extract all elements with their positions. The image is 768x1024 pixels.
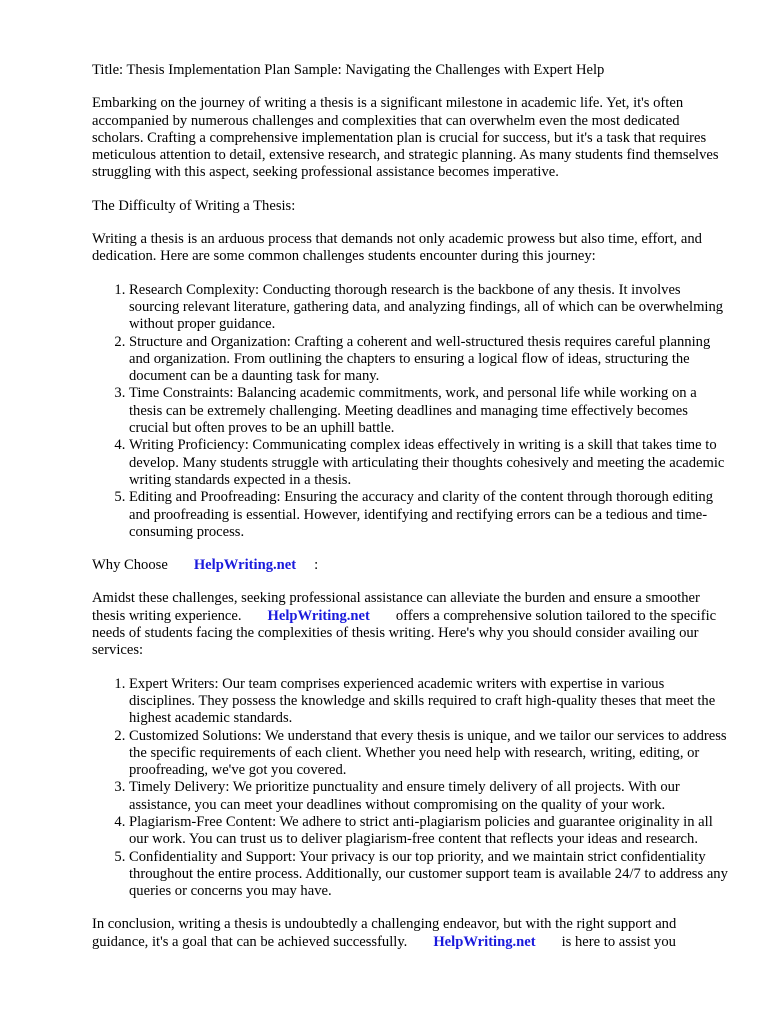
list-item: 3. Time Constraints: Balancing academic commitments, work, and personal life while working on a thesis can be extremely challenging. Meeting deadlines and managing time effectively becomes crucial but often proves to be an uphill battle. (129, 385, 728, 437)
list-item: 3. Timely Delivery: We prioritize punctuality and ensure timely delivery of all projects. With our assistance, you can meet your deadlines without compromising on the quality of your work. (129, 779, 728, 814)
list-item: 5. Editing and Proofreading: Ensuring the accuracy and clarity of the content through thorough editing and proofreading is essential. However, identifying and rectifying errors can be a tedious and time-consuming process. (129, 489, 728, 541)
list-item: 2. Customized Solutions: We understand that every thesis is unique, and we tailor our services to address the specific requirements of each client. Whether you need help with research, writing, editing, or proofreading, we've got you covered. (129, 728, 728, 780)
conclusion-text-end: is here to assist you (561, 933, 676, 950)
why-choose-prefix: Why Choose (92, 557, 168, 574)
list-item: 5. Confidentiality and Support: Your privacy is our top priority, and we maintain strict confidentiality throughout the entire process. Additionally, our customer support team is available 24/7 to address any queries or concerns you may have. (129, 849, 728, 901)
why-choose-heading (92, 557, 728, 574)
brand-link[interactable]: HelpWriting.net (267, 607, 370, 624)
amidst-text-start: Amidst these challenges, seeking professional assistance can alleviate the burden and ensure a smoother thesis writing experience. (92, 590, 700, 624)
amidst-paragraph (92, 590, 728, 659)
conclusion-paragraph (92, 916, 728, 951)
intro-paragraph: Embarking on the journey of writing a thesis is a significant milestone in academic life. Yet, it's often accompanied by numerous challenges and complexities that can overwhelm even the most dedicated scholars. Crafting a comprehensive implementation plan is crucial for success, but it's a task that requires meticulous attention to detail, extensive research, and strategic planning. As many students find themselves struggling with this aspect, seeking professional assistance becomes imperative. (92, 95, 719, 181)
brand-link[interactable]: HelpWriting.net (433, 933, 536, 950)
document-page (92, 62, 728, 967)
list-item: 1. Research Complexity: Conducting thorough research is the backbone of any thesis. It involves sourcing relevant literature, gathering data, and analyzing findings, all of which can be overwhelming without proper guidance. (129, 282, 728, 334)
difficulty-heading: The Difficulty of Writing a Thesis: (92, 197, 296, 214)
list-item: 1. Expert Writers: Our team comprises experienced academic writers with expertise in various disciplines. They possess the knowledge and skills required to craft high-quality theses that meet the highest academic standards. (129, 676, 728, 728)
brand-link[interactable]: HelpWriting.net (193, 557, 297, 574)
services-list (92, 676, 728, 901)
list-item: 4. Plagiarism-Free Content: We adhere to strict anti-plagiarism policies and guarantee originality in all our work. You can trust us to deliver plagiarism-free content that reflects your ideas and research. (129, 814, 728, 849)
amidst-text-end: offers a comprehensive solution tailored to the specific needs of students facing the complexities of thesis writing. Here's why you should consider availing our services: (92, 607, 717, 659)
difficulty-intro-paragraph: Writing a thesis is an arduous process that demands not only academic prowess but also time, effort, and dedication. Here are some common challenges students encounter during this journey: (92, 231, 702, 265)
list-item: 4. Writing Proficiency: Communicating complex ideas effectively in writing is a skill that takes time to develop. Many students struggle with articulating their thoughts cohesively and meeting the academic writing standards expected in a thesis. (129, 437, 728, 489)
document-title: Title: Thesis Implementation Plan Sample: Navigating the Challenges with Expert Help (92, 62, 605, 78)
conclusion-text-start: In conclusion, writing a thesis is undoubtedly a challenging endeavor, but with the right support and guidance, it's a goal that can be achieved successfully. (92, 916, 677, 950)
why-choose-suffix: : (314, 557, 319, 574)
list-item: 2. Structure and Organization: Crafting a coherent and well-structured thesis requires careful planning and organization. From outlining the chapters to ensuring a logical flow of ideas, structuring the document can be a daunting task for many. (129, 334, 728, 386)
challenges-list (92, 282, 728, 541)
